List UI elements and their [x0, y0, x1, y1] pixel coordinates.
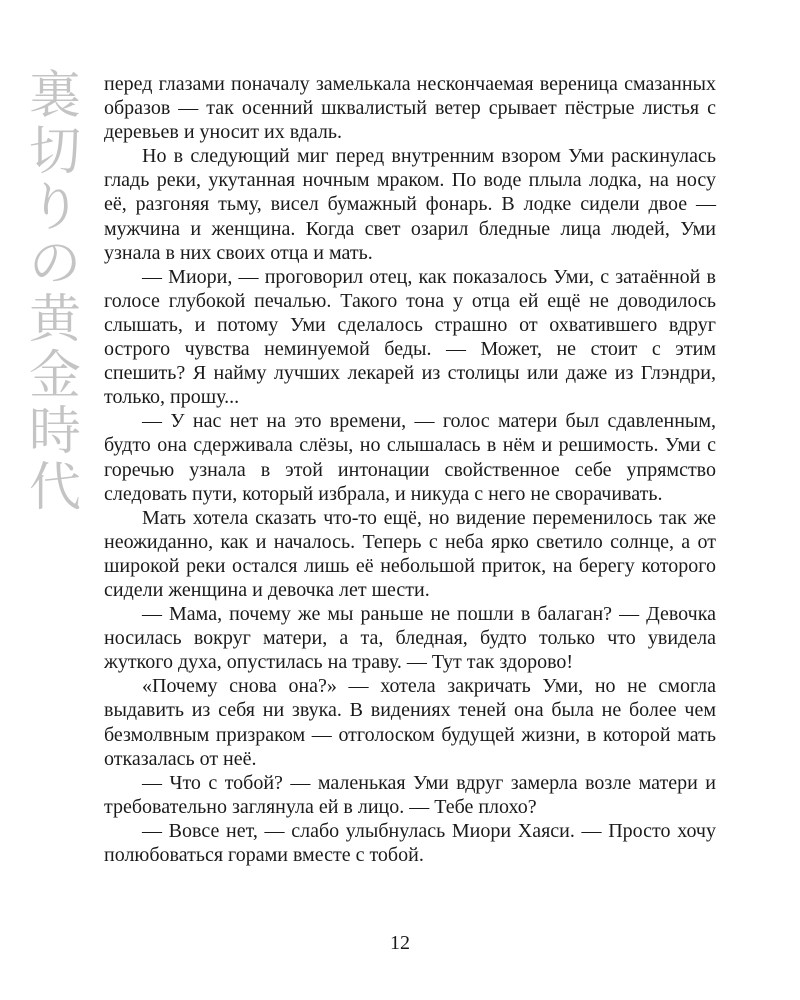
paragraph: — Мама, почему же мы раньше не пошли в балаган? — Девочка носилась вокруг матери, а та, бледная, будто только что увидела жуткого духа, опустилась на траву. — Тут так здорово!: [104, 603, 716, 674]
title-glyph: 裏: [28, 66, 81, 126]
title-glyph: の: [28, 234, 81, 294]
title-glyph: り: [28, 178, 81, 238]
page-number: 12: [390, 932, 410, 954]
title-glyph: 黄: [28, 290, 81, 350]
paragraph: «Почему снова она?» — хотела закричать Уми, но не смогла выдавить из себя ни звука. В видениях теней она была не более чем безмолвным призраком — отголоском будущей жизни, в которой мать отказалась от неё.: [104, 675, 716, 770]
body-text: [104, 72, 716, 867]
title-glyph: 切: [28, 122, 81, 182]
paragraph: — У нас нет на это времени, — голос матери был сдавленным, будто она сдерживала слёзы, но слышалась в нём и решимость. Уми с горечью узнала в этой интонации свойственное себе упрямство следовать пути, который избрала, и никуда с него не сворачивать.: [104, 410, 716, 505]
paragraph: Мать хотела сказать что-то ещё, но видение переменилось так же неожиданно, как и началось. Теперь с неба ярко светило солнце, а от широкой реки остался лишь её небольшой приток, на берегу которого сидели женщина и девочка лет шести.: [104, 506, 716, 601]
title-glyph: 金: [28, 346, 81, 406]
vertical-book-title: [22, 68, 88, 516]
paragraph: — Вовсе нет, — слабо улыбнулась Миори Хаяси. — Просто хочу полюбоваться горами вместе с тобой.: [104, 819, 716, 866]
paragraph: перед глазами поначалу замелькала нескончаемая вереница смазанных образов — так осенний шквалистый ветер срывает пёстрые листья с деревьев и уносит их вдаль.: [104, 73, 716, 144]
paragraph: — Что с тобой? — маленькая Уми вдруг замерла возле матери и требовательно заглянула ей в лицо. — Тебе плохо?: [104, 771, 716, 818]
paragraph: — Миори, — проговорил отец, как показалось Уми, с затаённой в голосе глубокой печалью. Такого тона у отца ей ещё не доводилось слышать, и потому Уми сделалось страшно от охватившего вдруг острого чувства неминуемой беды. — Может, не стоит с этим спешить? Я найму лучших лекарей из столицы или даже из Глэндри, только, прошу...: [104, 265, 716, 409]
title-glyph: 代: [28, 458, 81, 518]
paragraph: Но в следующий миг перед внутренним взором Уми раскинулась гладь реки, укутанная ночным мраком. По воде плыла лодка, на носу её, разгоняя тьму, висел бумажный фонарь. В лодке сидели двое — мужчина и женщина. Когда свет озарил бледные лица людей, Уми узнала в них своих отца и мать.: [104, 145, 716, 264]
title-glyph: 時: [28, 402, 81, 462]
